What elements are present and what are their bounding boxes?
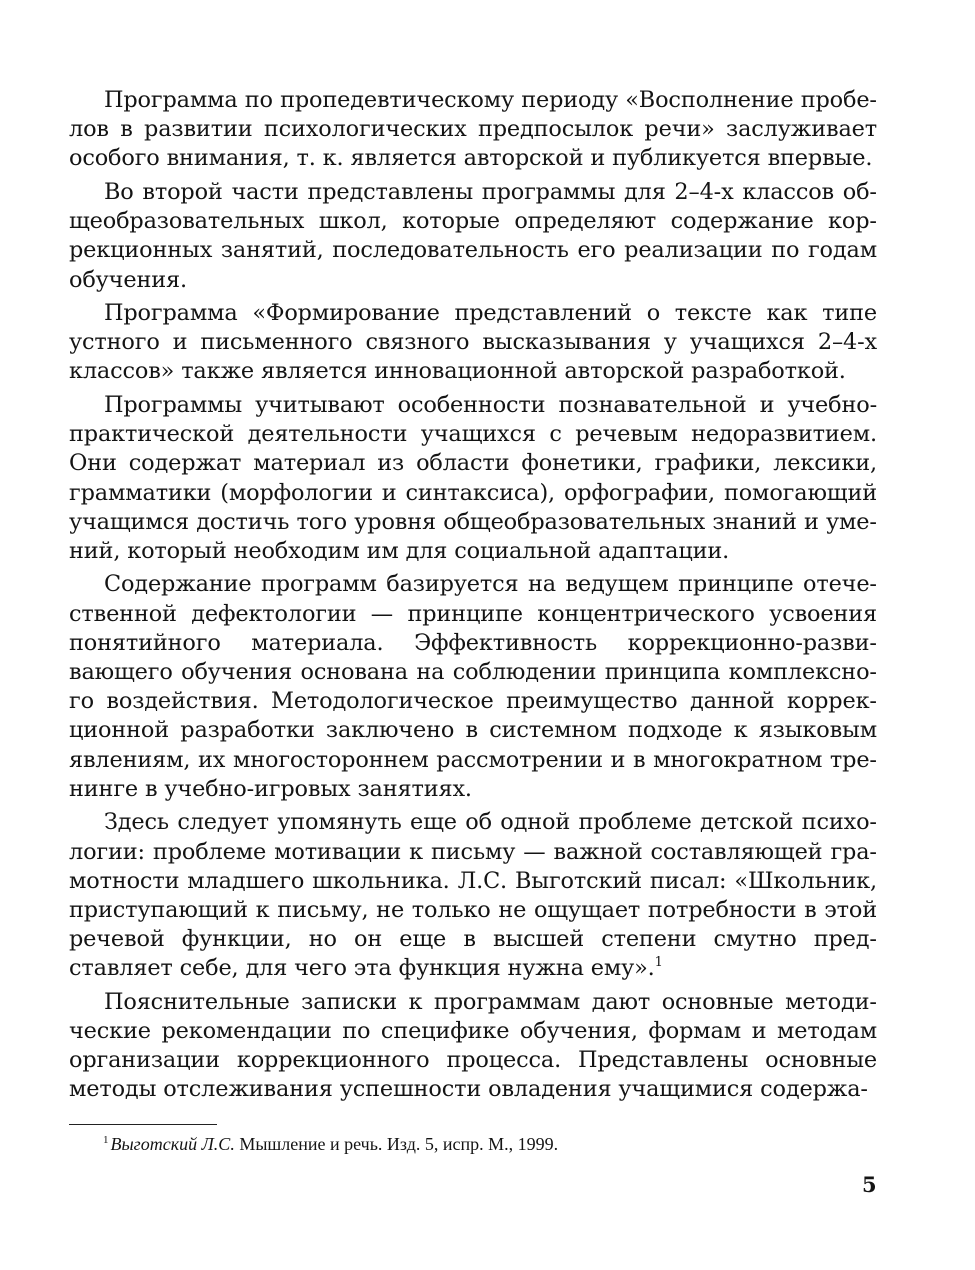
paragraph-6: [69, 808, 877, 983]
footnote-author: Выготский Л.С.: [110, 1134, 235, 1154]
paragraph-1: Программа по пропедевтическому периоду «Восполнение пробелов в развитии психологических предпосылок речи» заслуживает особого внимания, т. к. является авторской и публикуется впервые.: [69, 87, 877, 172]
footnote-divider: [69, 1124, 217, 1125]
footnote-reference: 1: [654, 955, 663, 971]
footnote-mark: 1: [103, 1134, 109, 1146]
page-number: 5: [862, 1172, 877, 1197]
footnote-text: Мышление и речь. Изд. 5, испр. М., 1999.: [234, 1134, 559, 1154]
main-text: [69, 86, 877, 1109]
paragraph-6-text: Здесь следует упомянуть еще об одной проблеме детской психологии: проблеме мотивации к письму — важной составляющей грамотности младшего школьника. Л.С. Выготский писал: «Школьник, приступающий к письму, не только не ощущает потребности в этой речевой функции, но он еще в высшей степени смутно представляет себе, для чего эта функция нужна ему».: [69, 809, 877, 982]
paragraph-7: Пояснительные записки к программам дают основные методические рекомендации по специфике обучения, формам и методам организации коррекционного процесса. Представлены основные методы отслеживания успешности овладения учащимися содержа-: [69, 988, 877, 1103]
paragraph-4: Программы учитывают особенности познавательной и учебно-практической деятельности учащихся с речевым недоразвитием. Они содержат материал из области фонетики, графики, лексики, грамматики (морфологии и синтаксиса), орфографии, помогающий учащимся достичь того уровня общеобразовательных знаний и умений, который необходим им для социальной адаптации.: [69, 391, 877, 564]
paragraph-2: Во второй части представлены программы для 2–4-х классов общеобразовательных школ, которые определяют содержание коррекционных занятий, последовательность его реализации по годам обучения.: [69, 178, 877, 293]
paragraph-3: Программа «Формирование представлений о тексте как типе устного и письменного связного высказывания у учащихся 2–4-х классов» также является инновационной авторской разработкой.: [69, 300, 877, 385]
footnote: [103, 1133, 558, 1155]
paragraph-5: Содержание программ базируется на ведущем принципе отечественной дефектологии — принципе концентрического усвоения понятийного материала. Эффективность коррекционно-развивающего обучения основана на соблюдении принципа комплексного воздействия. Методологическое преимущество данной коррекционной разработки заключено в системном подходе к языковым явлениям, их многостороннем рассмотрении и в многократном тренинге в учебно-игровых занятиях.: [69, 571, 877, 802]
